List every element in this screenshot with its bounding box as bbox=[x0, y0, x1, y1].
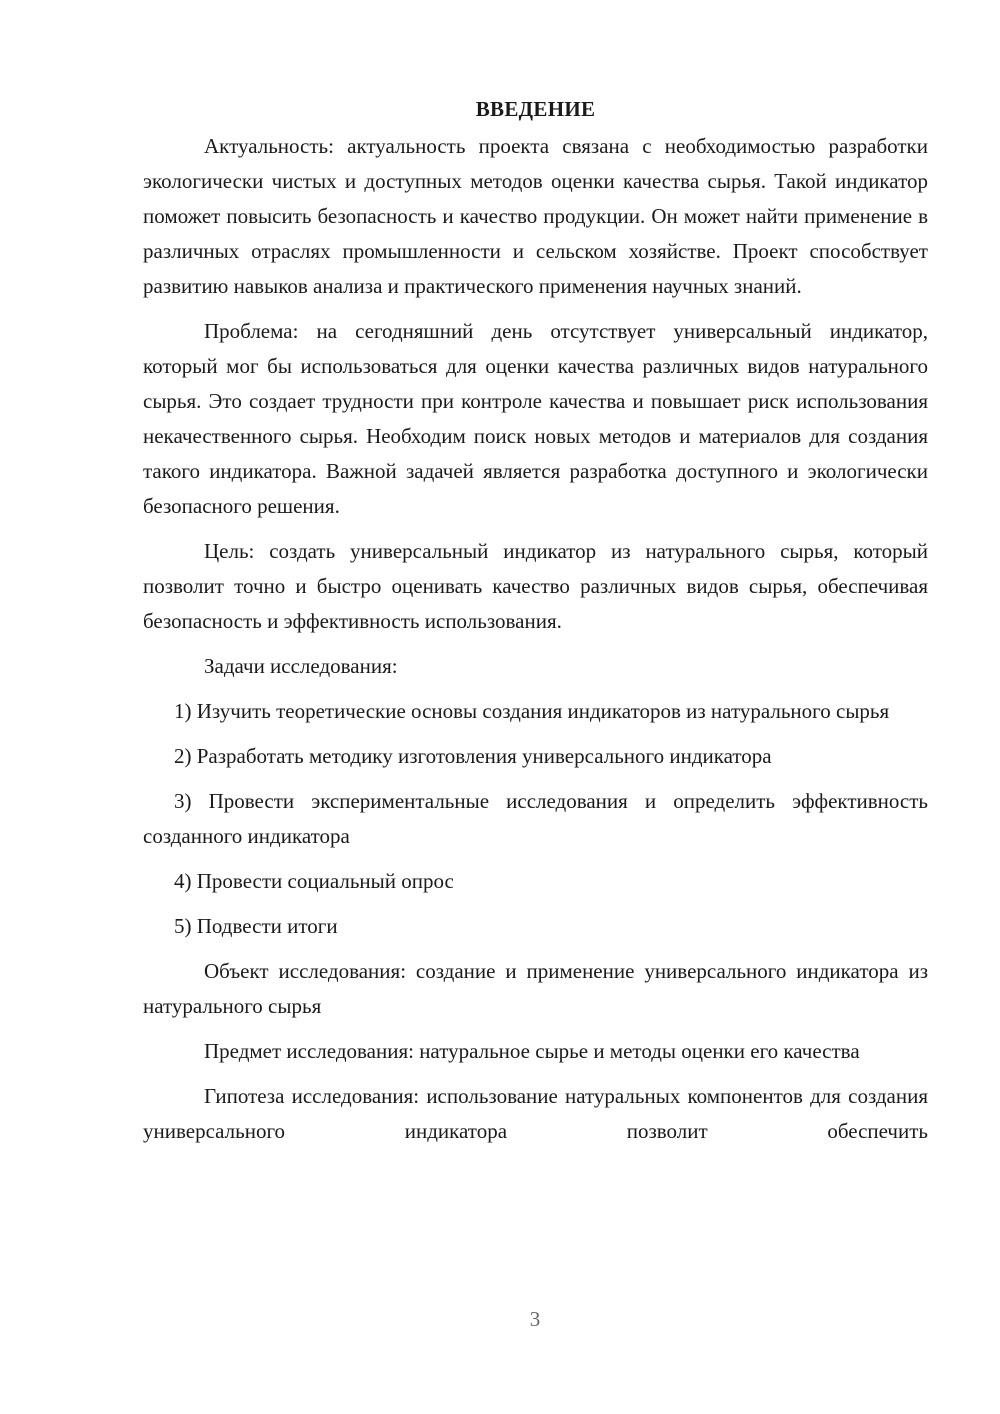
list-item-task-5: 5) Подвести итоги bbox=[174, 914, 338, 938]
list-item-task-2: 2) Разработать методику изготовления универсального индикатора bbox=[174, 744, 772, 768]
paragraph-tasks-title: Задачи исследования: bbox=[204, 654, 398, 678]
page-content bbox=[143, 92, 928, 1159]
list-item-task-4: 4) Провести социальный опрос bbox=[174, 869, 454, 893]
list-item-task-1: 1) Изучить теоретические основы создания индикаторов из натурального сырья bbox=[174, 699, 890, 723]
paragraph-goal: Цель: создать универсальный индикатор из натурального сырья, который позволит точно и быстро оценивать качество различных видов сырья, обеспечивая безопасность и эффективность использования. bbox=[143, 539, 928, 633]
paragraph-object: Объект исследования: создание и применение универсального индикатора из натурального сырья bbox=[143, 959, 928, 1018]
paragraph-subject: Предмет исследования: натуральное сырье и методы оценки его качества bbox=[204, 1039, 860, 1063]
paragraph-relevance: Актуальность: актуальность проекта связана с необходимостью разработки экологически чистых и доступных методов оценки качества сырья. Такой индикатор поможет повысить безопасность и качество продукции. Он может найти применение в различных отраслях промышленности и сельском хозяйстве. Проект способствует развитию навыков анализа и практического применения научных знаний. bbox=[143, 134, 928, 298]
paragraph-problem: Проблема: на сегодняшний день отсутствует универсальный индикатор, который мог бы использоваться для оценки качества различных видов натурального сырья. Это создает трудности при контроле качества и повышает риск использования некачественного сырья. Необходим поиск новых методов и материалов для создания такого индикатора. Важной задачей является разработка доступного и экологически безопасного решения. bbox=[143, 319, 928, 518]
section-heading: ВВЕДЕНИЕ bbox=[475, 97, 596, 121]
paragraph-hypothesis: Гипотеза исследования: использование натуральных компонентов для создания универсального индикатора позволит обеспечить bbox=[143, 1084, 928, 1143]
list-item-task-3: 3) Провести экспериментальные исследования и определить эффективность созданного индикатора bbox=[143, 789, 928, 848]
page-number: 3 bbox=[529, 1307, 541, 1331]
